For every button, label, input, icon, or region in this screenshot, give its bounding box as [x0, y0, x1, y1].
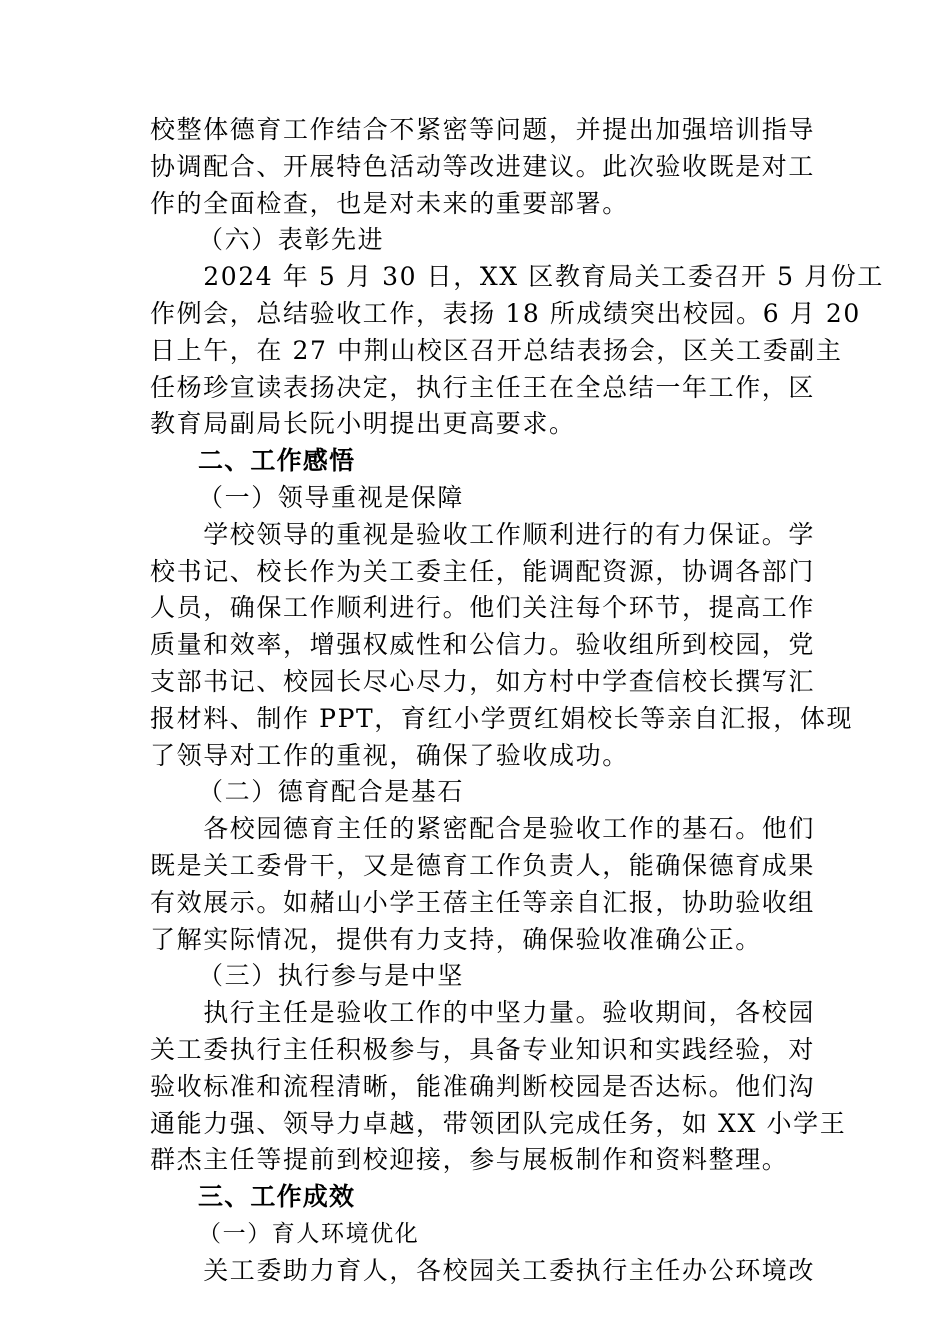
- text-line: 关工委助力育人，各校园关工委执行主任办公环境改: [150, 1255, 816, 1285]
- text-line: 各校园德育主任的紧密配合是验收工作的基石。他们: [150, 814, 816, 844]
- paragraph: [150, 811, 816, 958]
- text-line: 了解实际情况，提供有力支持，确保验收准确公正。: [150, 924, 762, 954]
- text-line: （一）育人环境优化: [198, 1220, 420, 1247]
- text-line: 关工委执行主任积极参与，具备专业知识和实践经验，对: [150, 1034, 816, 1064]
- text-line: 三、工作成效: [198, 1182, 356, 1212]
- paragraph: [150, 517, 854, 775]
- text-line: 既是关工委骨干，又是德育工作负责人，能确保德育成果: [150, 850, 816, 880]
- text-line: 日上午，在 27 中荆山校区召开总结表扬会，区关工委副主: [150, 335, 843, 365]
- text-line: 人员，确保工作顺利进行。他们关注每个环节，提高工作: [150, 593, 816, 623]
- text-line: （二）德育配合是基石: [198, 777, 465, 807]
- subsection-heading: [150, 480, 810, 517]
- text-line: 通能力强、领导力卓越，带领团队完成任务，如 XX 小学王: [150, 1108, 847, 1138]
- paragraph: [150, 259, 885, 443]
- text-line: 支部书记、校园长尽心尽力，如方村中学查信校长撰写汇: [150, 666, 816, 696]
- text-line: 执行主任是验收工作的中坚力量。验收期间，各校园: [150, 998, 816, 1028]
- text-line: 了领导对工作的重视，确保了验收成功。: [150, 740, 629, 770]
- section-heading: [150, 443, 810, 480]
- text-line: （三）执行参与是中坚: [198, 961, 465, 991]
- paragraph: [150, 112, 816, 222]
- subsection-heading: [150, 958, 810, 995]
- text-line: 校书记、校长作为关工委主任，能调配资源，协调各部门: [150, 556, 816, 586]
- text-line: 学校领导的重视是验收工作顺利进行的有力保证。学: [150, 519, 816, 549]
- text-line: 有效展示。如赭山小学王蓓主任等亲自汇报，协助验收组: [150, 887, 816, 917]
- text-line: 协调配合、开展特色活动等改进建议。此次验收既是对工: [150, 151, 816, 181]
- text-line: 群杰主任等提前到校迎接，参与展板制作和资料整理。: [150, 1145, 789, 1175]
- subsection-heading: [150, 774, 810, 811]
- text-line: （一）领导重视是保障: [198, 482, 465, 512]
- paragraph: [150, 1253, 816, 1290]
- text-line: 2024 年 5 月 30 日，XX 区教育局关工委召开 5 月份工: [150, 262, 885, 292]
- section-heading: [150, 1179, 810, 1216]
- text-line: 教育局副局长阮小明提出更高要求。: [150, 409, 576, 439]
- text-line: 作的全面检查，也是对未来的重要部署。: [150, 188, 629, 218]
- text-line: 验收标准和流程清晰，能准确判断校园是否达标。他们沟: [150, 1071, 816, 1101]
- text-line: 任杨珍宣读表扬决定，执行主任王在全总结一年工作，区: [150, 372, 816, 402]
- text-line: 质量和效率，增强权威性和公信力。验收组所到校园，党: [150, 630, 816, 660]
- text-line: 作例会，总结验收工作，表扬 18 所成绩突出校园。6 月 20: [150, 298, 861, 328]
- document-body: [150, 112, 885, 1290]
- subsection-heading: [150, 1216, 810, 1253]
- text-line: （六）表彰先进: [198, 225, 385, 255]
- text-line: 二、工作感悟: [198, 446, 356, 476]
- paragraph: [150, 995, 847, 1179]
- text-line: 校整体德育工作结合不紧密等问题，并提出加强培训指导: [150, 115, 816, 144]
- text-line: 报材料、制作 PPT，育红小学贾红娟校长等亲自汇报，体现: [150, 703, 854, 733]
- subsection-heading: [150, 222, 810, 259]
